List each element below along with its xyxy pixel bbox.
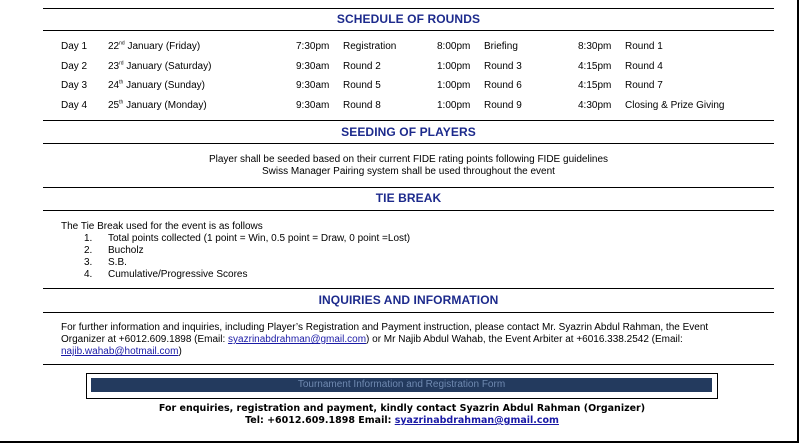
schedule-time: 9:30am (296, 80, 330, 91)
arbiter-email-link[interactable]: najib.wahab@hotmail.com (61, 346, 179, 357)
schedule-event: Round 9 (484, 100, 522, 111)
inquiries-text-line-3 (61, 346, 182, 357)
section-title-schedule: SCHEDULE OF ROUNDS (336, 12, 481, 26)
divider (43, 210, 774, 211)
schedule-time: 7:30pm (296, 41, 330, 52)
inquiries-text-line-1: For further information and inquiries, including Player’s Registration and Payment instruction, please contact Mr. Syazrin Abdul Rahman, the Event (61, 322, 709, 333)
footer-tel-text: Tel: +6012.609.1898 Email: (245, 415, 395, 426)
section-title-seeding: SEEDING OF PLAYERS (341, 125, 476, 139)
schedule-day: Day 4 (61, 100, 88, 111)
schedule-time: 9:30am (296, 61, 330, 72)
schedule-date: 24th January (Sunday) (108, 79, 206, 91)
divider (43, 288, 774, 289)
registration-form-button[interactable]: Tournament Information and Registration Form (91, 378, 712, 392)
schedule-event: Round 2 (343, 61, 381, 72)
schedule-event: Round 6 (484, 80, 522, 91)
schedule-time: 4:15pm (578, 80, 612, 91)
schedule-event: Closing & Prize Giving (625, 100, 725, 111)
tiebreak-item-text: S.B. (108, 257, 127, 268)
schedule-event: Round 3 (484, 61, 522, 72)
schedule-time: 8:00pm (437, 41, 471, 52)
tiebreak-item-number: 1. (84, 233, 93, 244)
schedule-event: Round 7 (625, 80, 663, 91)
divider (43, 8, 774, 9)
schedule-time: 4:15pm (578, 61, 612, 72)
schedule-day: Day 2 (61, 61, 88, 72)
inquiries-text: ) or Mr Najib Abdul Wahab, the Event Arbiter at +6016.338.2542 (Email: (366, 334, 683, 345)
tiebreak-item-number: 3. (84, 257, 93, 268)
seeding-text-line-1: Player shall be seeded based on their current FIDE rating points following FIDE guidelines (208, 154, 609, 165)
footer-email-link[interactable]: syazrinabdrahman@gmail.com (394, 415, 559, 426)
schedule-event: Round 4 (625, 61, 663, 72)
organizer-email-link[interactable]: syazrinabdrahman@gmail.com (228, 334, 367, 345)
schedule-date: 25th January (Monday) (108, 99, 207, 111)
tiebreak-intro: The Tie Break used for the event is as follows (61, 221, 263, 232)
schedule-day: Day 3 (61, 80, 88, 91)
schedule-time: 1:00pm (437, 80, 471, 91)
inquiries-text-line-2 (61, 334, 683, 345)
tiebreak-item-number: 4. (84, 269, 93, 280)
divider (43, 187, 774, 188)
schedule-event: Round 5 (343, 80, 381, 91)
footer-tel-line (0, 415, 804, 426)
section-title-tiebreak: TIE BREAK (375, 191, 442, 205)
tiebreak-item-text: Bucholz (108, 245, 144, 256)
schedule-event: Round 8 (343, 100, 381, 111)
section-title-inquiries: INQUIRIES AND INFORMATION (318, 293, 499, 307)
divider (43, 143, 774, 144)
schedule-time: 8:30pm (578, 41, 612, 52)
schedule-day: Day 1 (61, 41, 88, 52)
schedule-date: 23rd January (Saturday) (108, 60, 212, 72)
schedule-time: 4:30pm (578, 100, 612, 111)
inquiries-text: ) (178, 346, 182, 357)
seeding-text-line-2: Swiss Manager Pairing system shall be used throughout the event (262, 166, 555, 177)
divider (43, 364, 774, 365)
schedule-date: 22nd January (Friday) (108, 40, 201, 52)
inquiries-text: Organizer at +6012.609.1898 (Email: (61, 334, 229, 345)
schedule-event: Round 1 (625, 41, 663, 52)
tiebreak-item-number: 2. (84, 245, 93, 256)
schedule-event: Registration (343, 41, 397, 52)
tiebreak-item-text: Cumulative/Progressive Scores (108, 269, 248, 280)
schedule-time: 1:00pm (437, 100, 471, 111)
divider (43, 30, 774, 31)
tiebreak-item-text: Total points collected (1 point = Win, 0.5 point = Draw, 0 point =Lost) (108, 233, 411, 244)
schedule-time: 1:00pm (437, 61, 471, 72)
divider (43, 312, 774, 313)
schedule-time: 9:30am (296, 100, 330, 111)
divider (43, 120, 774, 121)
footer-contact-line: For enquiries, registration and payment, kindly contact Syazrin Abdul Rahman (Organizer) (158, 403, 646, 414)
schedule-event: Briefing (484, 41, 518, 52)
